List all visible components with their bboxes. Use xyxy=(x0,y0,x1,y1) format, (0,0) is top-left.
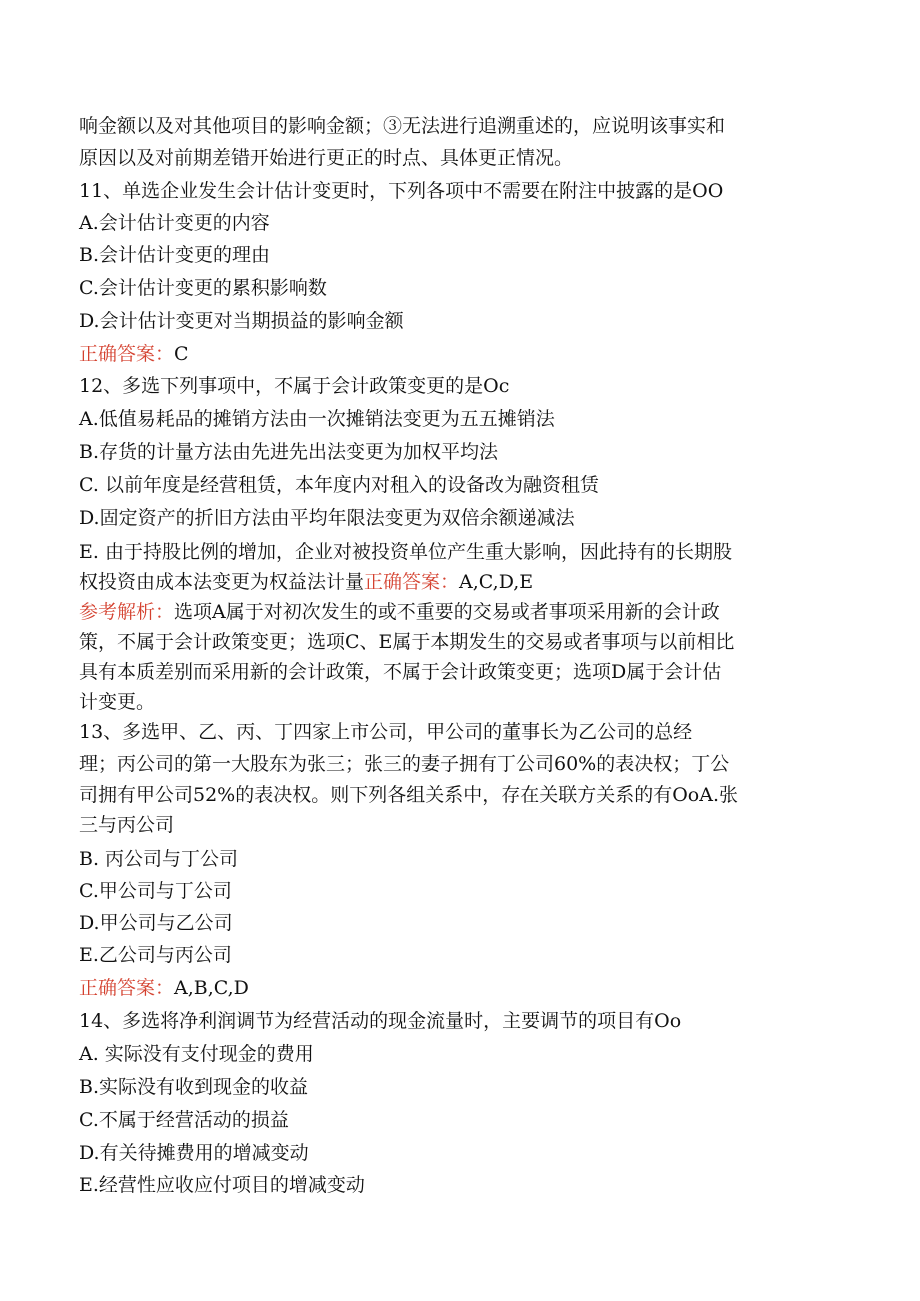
q13-question-line-1: 13、多选甲、乙、丙、丁四家上市公司，甲公司的董事长为乙公司的总经 xyxy=(79,721,693,743)
q11-answer xyxy=(79,338,849,370)
q12-analysis-line-2: 策，不属于会计政策变更；选项C、E属于本期发生的交易或者事项与以前相比 xyxy=(79,631,735,653)
q13-question-line-3: 司拥有甲公司52%的表决权。则下列各组关系中，存在关联方关系的有OoA.张 xyxy=(79,784,739,806)
q13-option-e: E.乙公司与丙公司 xyxy=(79,944,232,966)
q12-option-a: A.低值易耗品的摊销方法由一次摊销法变更为五五摊销法 xyxy=(79,408,555,430)
intro-line-1: 响金额以及对其他项目的影响金额；③无法进行追溯重述的，应说明该事实和 xyxy=(79,115,726,137)
q11-question: 11、单选企业发生会计估计变更时，下列各项中不需要在附注中披露的是OO xyxy=(79,180,724,202)
q13-question-line-2: 理；丙公司的第一大股东为张三；张三的妻子拥有丁公司60%的表决权；丁公 xyxy=(79,753,730,775)
q11-option-d: D.会计估计变更对当期损益的影响金额 xyxy=(79,310,404,332)
q13-question-line-4: 三与丙公司 xyxy=(79,814,175,836)
q14-question: 14、多选将净利润调节为经营活动的现金流量时，主要调节的项目有Oo xyxy=(79,1010,682,1032)
q12-analysis-line-4: 计变更。 xyxy=(79,691,156,713)
q12-option-b: B.存货的计量方法由先进先出法变更为加权平均法 xyxy=(79,441,499,463)
q12-analysis-line-3: 具有本质差别而采用新的会计政策，不属于会计政策变更；选项D属于会计估 xyxy=(79,661,722,683)
q12-question: 12、多选下列事项中，不属于会计政策变更的是Oc xyxy=(79,375,510,397)
q11-option-b: B.会计估计变更的理由 xyxy=(79,244,271,266)
q13-answer xyxy=(79,972,849,1004)
q12-analysis-text-1: 选项A属于对初次发生的或不重要的交易或者事项采用新的会计政 xyxy=(174,601,720,623)
intro-line-2: 原因以及对前期差错开始进行更正的时点、具体更正情况。 xyxy=(79,147,574,169)
q12-option-d: D.固定资产的折旧方法由平均年限法变更为双倍余额递减法 xyxy=(79,507,575,529)
q12-option-c: C. 以前年度是经营租赁，本年度内对租入的设备改为融资租赁 xyxy=(79,474,599,496)
q11-option-c: C.会计估计变更的累积影响数 xyxy=(79,277,327,299)
q14-option-e: E.经营性应收应付项目的增减变动 xyxy=(79,1174,365,1196)
q12-answer-value: A,C,D,E xyxy=(459,571,534,593)
q14-option-a: A. 实际没有支付现金的费用 xyxy=(79,1043,314,1065)
q14-option-c: C.不属于经营活动的损益 xyxy=(79,1109,289,1131)
q12-analysis-line-1 xyxy=(79,596,849,628)
q12-option-e-cont-text: 权投资由成本法变更为权益法计量 xyxy=(79,571,365,593)
q12-option-e: E. 由于持股比例的增加，企业对被投资单位产生重大影响，因此持有的长期股 xyxy=(79,541,732,563)
q12-option-e-cont xyxy=(79,566,849,598)
q13-answer-value: A,B,C,D xyxy=(174,977,249,999)
q14-option-b: B.实际没有收到现金的收益 xyxy=(79,1076,309,1098)
q13-option-d: D.甲公司与乙公司 xyxy=(79,912,233,934)
q12-answer-label: 正确答案： xyxy=(364,571,460,593)
q13-option-b: B. 丙公司与丁公司 xyxy=(79,848,239,870)
q12-analysis-label: 参考解析： xyxy=(79,601,175,623)
q13-answer-label: 正确答案： xyxy=(79,977,175,999)
q14-option-d: D.有关待摊费用的增减变动 xyxy=(79,1142,309,1164)
q11-option-a: A.会计估计变更的内容 xyxy=(79,212,270,234)
q13-option-c: C.甲公司与丁公司 xyxy=(79,880,232,902)
q11-answer-value: C xyxy=(174,343,189,365)
q11-answer-label: 正确答案： xyxy=(79,343,175,365)
